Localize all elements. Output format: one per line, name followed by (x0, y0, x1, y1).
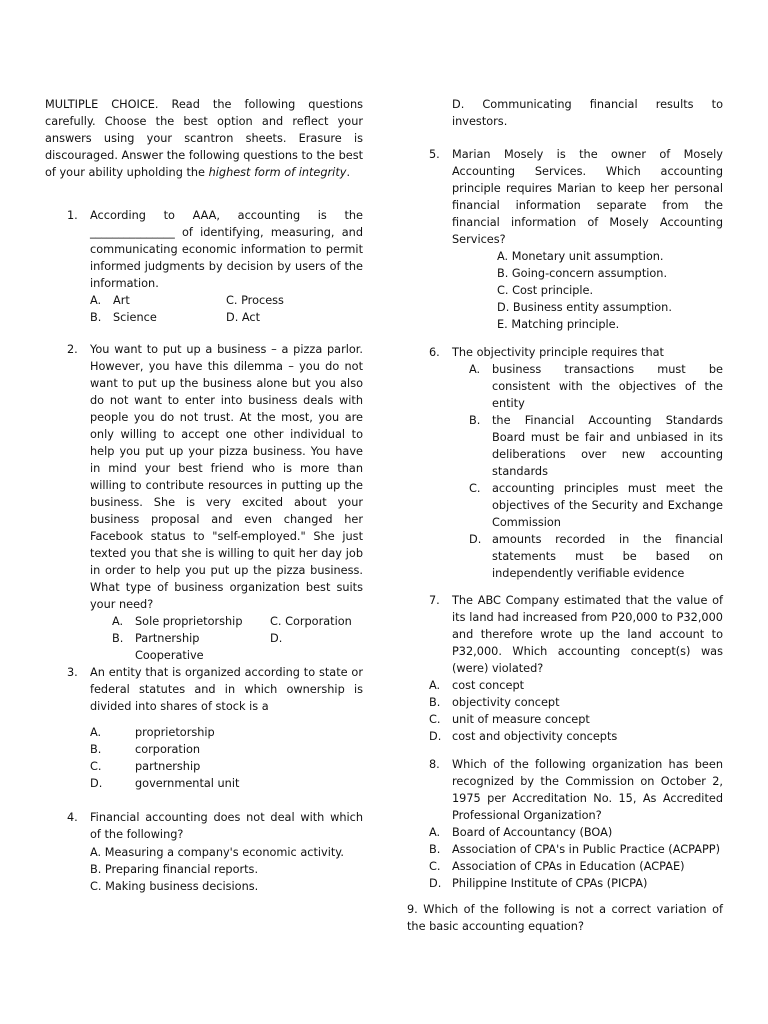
question-1 (45, 207, 363, 326)
option-row (45, 758, 363, 775)
question-text: An entity that is organized according to state or federal statutes and in which ownership is divided into shares of stock is a (90, 666, 363, 713)
option-d: amounts recorded in the financial statements must be based on independently verifiable evidence (492, 533, 723, 580)
option-d: D. Act (226, 311, 261, 324)
option-row (407, 841, 723, 858)
option-c: Association of CPAs in Education (ACPAE) (452, 860, 685, 873)
option-b: Science (113, 311, 157, 324)
option-row (90, 630, 363, 647)
question-5 (407, 146, 723, 333)
option-b: Partnership (135, 632, 200, 645)
option-b-letter: B. (90, 311, 102, 324)
option-c: accounting principles must meet the objectives of the Security and Exchange Commission (492, 482, 723, 529)
option-b: the Financial Accounting Standards Board must be fair and unbiased in its deliberations over new accounting standards (492, 414, 723, 478)
option-row (90, 613, 363, 630)
question-text: The objectivity principle requires that (452, 346, 664, 359)
question-number: 6. (429, 346, 440, 359)
question-number: 5. (429, 148, 440, 161)
option-d: Cooperative (135, 649, 204, 662)
option-row (407, 824, 723, 841)
question-number: 1. (67, 209, 78, 222)
question-number: 3. (67, 666, 78, 679)
option-a-letter: A. (90, 294, 102, 307)
option-d-letter: D. (270, 632, 283, 645)
option-row (407, 728, 723, 745)
option-b-letter: B. (112, 632, 124, 645)
option-c-letter: C. (429, 860, 441, 873)
option-a-letter: A. (429, 826, 441, 839)
option-a: A. Measuring a company's economic activity. (90, 846, 344, 859)
question-text: The ABC Company estimated that the value of its land had increased from P20,000 to P32,000 and therefore wrote up the land account to P32,000. Which accounting concept(s) was (were) violated? (452, 594, 723, 675)
left-column (45, 96, 363, 895)
option-b-letter: B. (469, 414, 481, 427)
option-a: Sole proprietorship (135, 615, 243, 628)
option-row (90, 309, 363, 326)
option-a: business transactions must be consistent with the objectives of the entity (492, 363, 723, 410)
option-a: Board of Accountancy (BOA) (452, 826, 613, 839)
question-text: Marian Mosely is the owner of Mosely Accounting Services. Which accounting principle requires Marian to keep her personal financial information separate from the financial information of Mosely Accounting Services? (452, 148, 723, 246)
instructions: MULTIPLE CHOICE. Read the following questions carefully. Choose the best option and reflect your answers using your scantron sheets. Erasure is discouraged. Answer the following questions to the best of your ability upholding the highest form of integrity. (45, 98, 364, 179)
option-d-letter: D. (469, 533, 482, 546)
option-c: C. Cost principle. (497, 284, 594, 297)
option-c: C. Making business decisions. (90, 880, 259, 893)
question-7-options (407, 677, 723, 745)
question-text: You want to put up a business – a pizza parlor. However, you have this dilemma – you do not want to put up the business alone but you also do not want to enter into business deals with people you do not trust. At the most, you are only willing to accept one other individual to help you put up your pizza business. You have in mind your best friend who is more than willing to contribute resources in putting up the business. She is very excited about your business proposal and even changed her Facebook status to "self-employed." She just texted you that she is willing to quit her day job in order to help you put up the pizza business. What type of business organization best suits your need? (90, 343, 363, 611)
question-2 (45, 341, 363, 664)
question-8-options (407, 824, 723, 892)
option-row (90, 647, 363, 664)
options (452, 248, 723, 333)
option-c: C. Corporation (270, 615, 352, 628)
option-row (45, 741, 363, 758)
option-row (407, 711, 723, 728)
option-a: proprietorship (135, 726, 215, 739)
question-3-options (45, 724, 363, 792)
option-e: E. Matching principle. (497, 318, 620, 331)
question-number: 2. (67, 343, 78, 356)
option-d-row (452, 531, 723, 582)
option-b-letter: B. (90, 743, 102, 756)
option-row (90, 292, 363, 309)
option-a: cost concept (452, 679, 525, 692)
option-b: B. Preparing financial reports. (90, 863, 259, 876)
option-a-letter: A. (429, 679, 441, 692)
option-b: B. Going-concern assumption. (497, 267, 668, 280)
option-c-row (452, 480, 723, 531)
question-number: 8. (429, 758, 440, 771)
option-c: C. Process (226, 294, 284, 307)
option-d-letter: D. (90, 777, 103, 790)
question-number: 4. (67, 811, 78, 824)
option-c-letter: C. (90, 760, 102, 773)
question-text: Financial accounting does not deal with which of the following? (90, 811, 363, 841)
option-row (407, 858, 723, 875)
question-4 (45, 809, 363, 895)
option-row (407, 875, 723, 892)
option-a: A. Monetary unit assumption. (497, 250, 664, 263)
question-text: According to AAA, accounting is the _______________ of identifying, measuring, and communicating economic information to permit informed judgments by decision by users of the information. (90, 209, 363, 290)
option-d: governmental unit (135, 777, 240, 790)
question-6 (407, 344, 723, 582)
option-row (407, 677, 723, 694)
right-column (407, 96, 723, 935)
option-c: unit of measure concept (452, 713, 590, 726)
option-row (407, 694, 723, 711)
option-d-letter: D. (429, 730, 442, 743)
option-a-letter: A. (469, 363, 481, 376)
option-d: cost and objectivity concepts (452, 730, 618, 743)
option-c: partnership (135, 760, 201, 773)
option-row (45, 724, 363, 741)
option-row (45, 775, 363, 792)
option-b: Association of CPA's in Public Practice (ACPAPP) (452, 843, 720, 856)
question-9: 9. Which of the following is not a correct variation of the basic accounting equation? (407, 903, 723, 933)
option-d: D. Business entity assumption. (497, 301, 672, 314)
question-3 (45, 664, 363, 715)
question-4-option-d: D. Communicating financial results to investors. (452, 98, 723, 128)
option-a-row (452, 361, 723, 412)
option-c-letter: C. (469, 482, 481, 495)
question-number: 7. (429, 594, 440, 607)
option-a-letter: A. (112, 615, 124, 628)
question-7 (407, 592, 723, 677)
instructions-emphasis: highest form of integrity (208, 166, 347, 179)
option-d-letter: D. (429, 877, 442, 890)
option-a: Art (113, 294, 130, 307)
option-b-letter: B. (429, 696, 441, 709)
option-a-letter: A. (90, 726, 102, 739)
option-b: corporation (135, 743, 201, 756)
question-8 (407, 756, 723, 824)
option-b: objectivity concept (452, 696, 560, 709)
question-text: Which of the following organization has been recognized by the Commission on October 2, 1975 per Accreditation No. 15, As Accredited Professional Organization? (452, 758, 723, 822)
option-b-letter: B. (429, 843, 441, 856)
option-c-letter: C. (429, 713, 441, 726)
option-b-row (452, 412, 723, 480)
option-d: Philippine Institute of CPAs (PICPA) (452, 877, 648, 890)
